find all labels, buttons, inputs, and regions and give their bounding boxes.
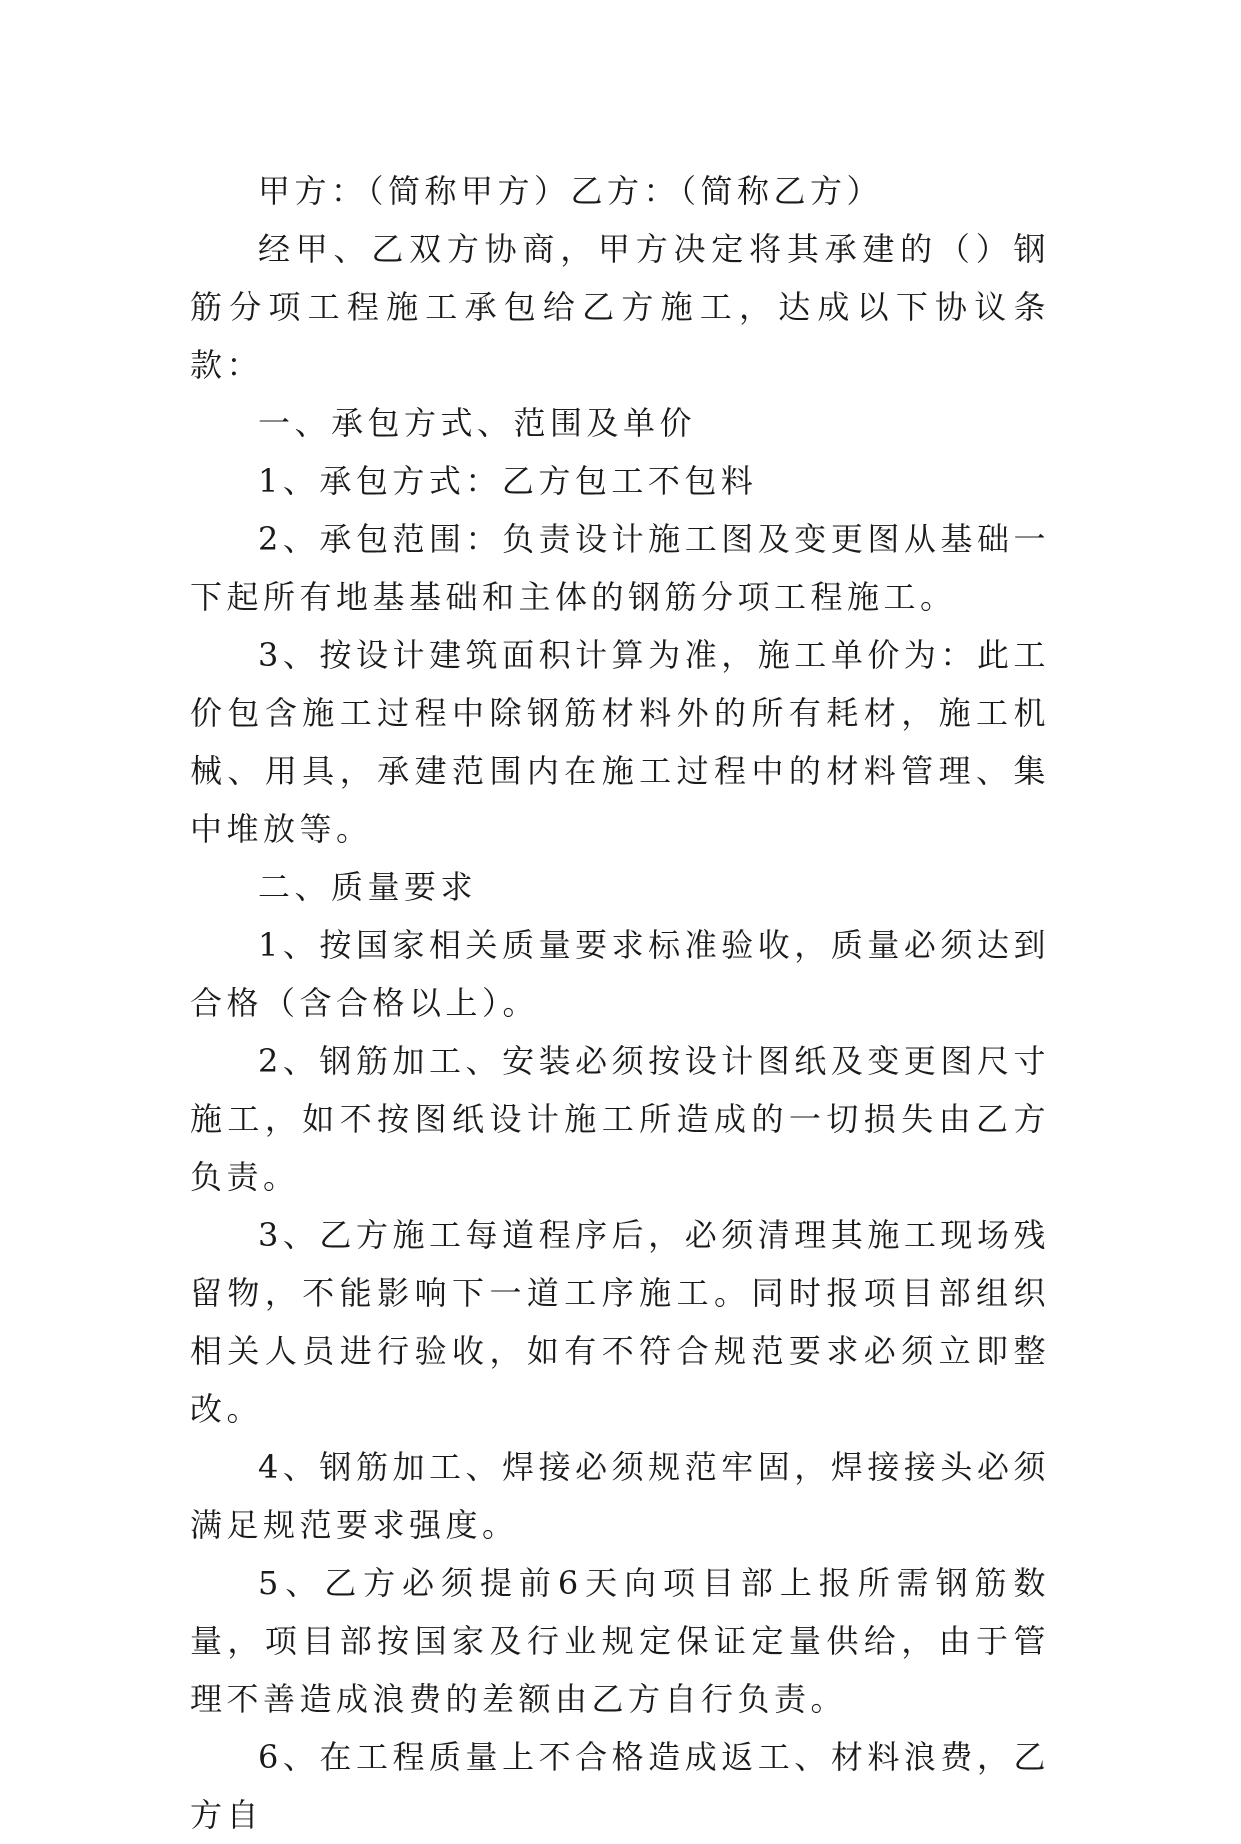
clause-2-2: 2、钢筋加工、安装必须按设计图纸及变更图尺寸施工，如不按图纸设计施工所造成的一切损失由乙方负责。 [190, 1042, 1050, 1196]
clause-2-3: 3、乙方施工每道程序后，必须清理其施工现场残留物，不能影响下一道工序施工。同时报项目部组织相关人员进行验收，如有不符合规范要求必须立即整改。 [190, 1216, 1050, 1428]
clause-2-6: 6、在工程质量上不合格造成返工、材料浪费，乙方自 [190, 1738, 1050, 1834]
section-heading-contract-method: 一、承包方式、范围及单价 [258, 404, 697, 442]
clause-1-1: 1、承包方式：乙方包工不包料 [258, 462, 758, 500]
paragraph-agreement-intro: 经甲、乙双方协商，甲方决定将其承建的（）钢筋分项工程施工承包给乙方施工，达成以下协议条款： [190, 230, 1050, 384]
section-heading-quality: 二、质量要求 [258, 868, 478, 906]
clause-2-1: 1、按国家相关质量要求标准验收，质量必须达到合格（含合格以上）。 [190, 926, 1050, 1022]
document-body [190, 162, 1050, 1844]
clause-1-2: 2、承包范围：负责设计施工图及变更图从基础一下起所有地基基础和主体的钢筋分项工程施工。 [190, 520, 1050, 616]
clause-1-3: 3、按设计建筑面积计算为准，施工单价为：此工价包含施工过程中除钢筋材料外的所有耗材，施工机械、用具，承建范围内在施工过程中的材料管理、集中堆放等。 [190, 636, 1050, 848]
clause-2-4: 4、钢筋加工、焊接必须规范牢固，焊接接头必须满足规范要求强度。 [190, 1448, 1050, 1544]
paragraph-parties: 甲方：（简称甲方）乙方：（简称乙方） [258, 172, 884, 210]
clause-2-5: 5、乙方必须提前6天向项目部上报所需钢筋数量，项目部按国家及行业规定保证定量供给，由于管理不善造成浪费的差额由乙方自行负责。 [190, 1564, 1050, 1718]
